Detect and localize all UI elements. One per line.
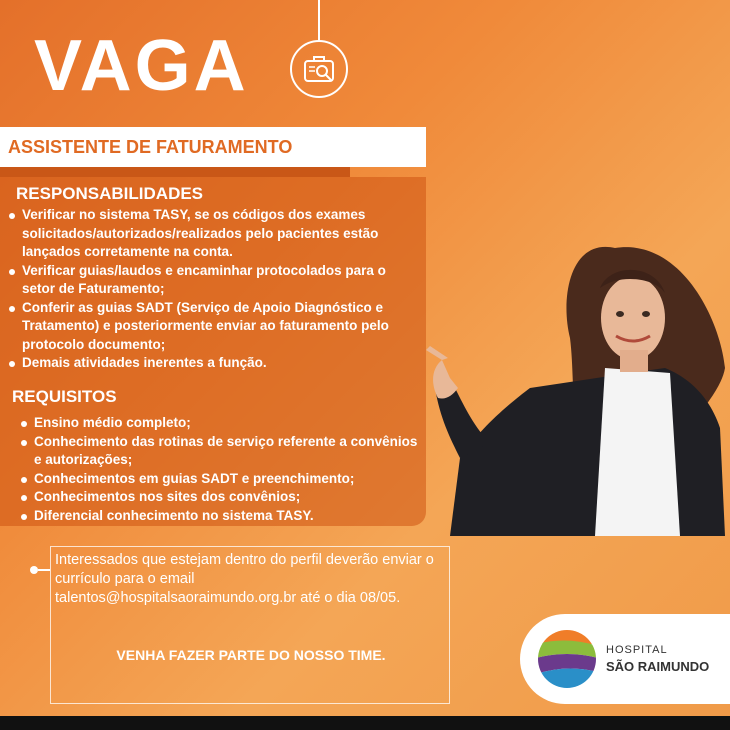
woman-pointing-illustration: [420, 228, 730, 538]
contact-box: [50, 546, 450, 704]
logo-text-hospital: HOSPITAL: [606, 644, 668, 656]
badge-hanging-line: [318, 0, 320, 40]
list-item: Demais atividades inerentes a função.: [6, 354, 421, 373]
job-title-banner: [0, 127, 426, 167]
logo-text-name: SÃO RAIMUNDO: [606, 659, 710, 674]
connector-dot: [30, 566, 38, 574]
hospital-logo: [520, 614, 730, 704]
list-item: Conhecimentos nos sites dos convênios;: [18, 488, 418, 507]
medical-case-icon: [290, 40, 348, 98]
hospital-logo-icon: [536, 628, 598, 690]
responsibilities-list: [6, 206, 421, 373]
requirements-heading: REQUISITOS: [12, 387, 117, 406]
responsibilities-heading: RESPONSABILIDADES: [16, 184, 204, 203]
banner-shadow: [0, 167, 350, 177]
list-item: Verificar guias/laudos e encaminhar protocolados para o setor de Faturamento;: [6, 262, 421, 299]
list-item: Conferir as guias SADT (Serviço de Apoio Diagnóstico e Tratamento) e posteriormente enviar ao faturamento pelo protocolo documento;: [6, 299, 421, 355]
connector-line: [38, 569, 50, 571]
requirements-list: [18, 414, 418, 525]
list-item: Conhecimentos em guias SADT e preenchimento;: [18, 470, 418, 489]
job-title: ASSISTENTE DE FATURAMENTO: [8, 136, 293, 157]
list-item: Conhecimento das rotinas de serviço referente a convênios e autorizações;: [18, 433, 418, 470]
call-to-action: VENHA FAZER PARTE DO NOSSO TIME.: [116, 647, 386, 663]
list-item: Verificar no sistema TASY, se os códigos dos exames solicitados/autorizados/realizados pelo pacientes estão lançados corretamente na conta.: [6, 206, 421, 262]
list-item: Ensino médio completo;: [18, 414, 418, 433]
bottom-bar: [0, 716, 730, 730]
list-item: Diferencial conhecimento no sistema TASY.: [18, 507, 418, 526]
contact-text: Interessados que estejam dentro do perfil deverão enviar o currículo para o email talentos@hospitalsaoraimundo.org.br até o dia 08/05.: [55, 552, 434, 606]
page-title: VAGA: [34, 26, 249, 106]
